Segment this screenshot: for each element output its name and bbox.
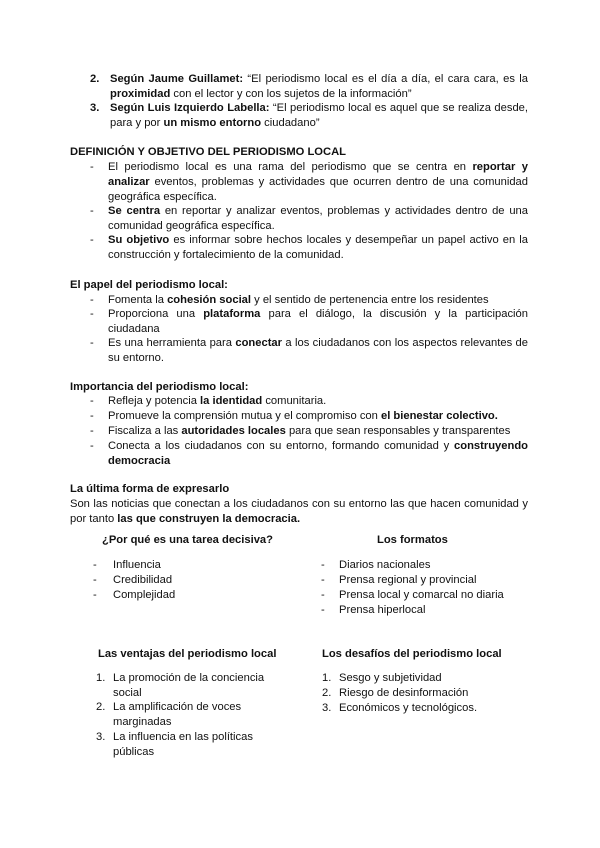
list-item: - Credibilidad [93,574,173,586]
ordered-item: 1. La promoción de la conciencia social [96,672,265,699]
list-item: - Prensa regional y provincial [321,574,477,586]
list-item: - Es una herramienta para conectar a los ciudadanos con los aspectos relevantes de su entorno. [90,337,529,364]
list-item: - Fomenta la cohesión social y el sentido de pertenencia entre los residentes [90,294,489,306]
list-item: - Promueve la comprensión mutua y el compromiso con el bienestar colectivo. [90,410,498,422]
quote-2: 2. Según Jaume Guillamet: “El periodismo local es el día a día, el cara cara, es la proximidad con el lector y con los sujetos de la información” [90,73,528,100]
section-heading-papel: El papel del periodismo local: [70,279,228,291]
section-heading-importancia: Importancia del periodismo local: [70,381,249,393]
ordered-item: 3. Económicos y tecnológicos. [322,702,478,714]
quote-author: Según Luis Izquierdo Labella: [110,102,270,114]
list-item: - Su objetivo es informar sobre hechos locales y desempeñar un papel activo en la construcción y fortalecimiento de la comunidad. [90,234,529,261]
list-item: - Complejidad [93,589,176,601]
list-item: - Se centra en reportar y analizar eventos, problemas y actividades dentro de una comunidad geográfica específica. [90,205,528,232]
list-item: - Influencia [93,559,161,571]
list-item: - Conecta a los ciudadanos con su entorno, formando comunidad y construyendo democracia [90,440,528,467]
column-heading-ventajas: Las ventajas del periodismo local [98,648,277,660]
section-heading-definicion: DEFINICIÓN Y OBJETIVO DEL PERIODISMO LOCAL [70,146,346,158]
section-heading-ultima: La última forma de expresarlo [70,483,230,495]
list-item: - Refleja y potencia la identidad comunitaria. [90,395,327,407]
ordered-item: 2. Riesgo de desinformación [322,687,469,699]
column-heading-desafios: Los desafíos del periodismo local [322,648,502,660]
ordered-item: 3. La influencia en las políticas públicas [96,731,253,758]
list-item: - Prensa local y comarcal no diaria [321,589,504,601]
list-item: - Prensa hiperlocal [321,604,426,616]
column-heading-formatos: Los formatos [377,534,448,546]
column-heading-decisiva: ¿Por qué es una tarea decisiva? [102,534,273,546]
list-item: - Diarios nacionales [321,559,431,571]
list-item: - Proporciona una plataforma para el diálogo, la discusión y la participación ciudadana [90,308,528,335]
quote-3: 3. Según Luis Izquierdo Labella: “El periodismo local es aquel que se realiza desde, para y por un mismo entorno ciudadano” [90,102,528,129]
ordered-item: 1. Sesgo y subjetividad [322,672,442,684]
list-item: - Fiscaliza a las autoridades locales para que sean responsables y transparentes [90,425,511,437]
paragraph-ultima: Son las noticias que conectan a los ciudadanos con su entorno las que hacen comunidad y por tanto las que construyen la democracia. [70,498,528,525]
list-item: - El periodismo local es una rama del periodismo que se centra en reportar y analizar eventos, problemas y actividades que ocurren dentro de una comunidad geográfica específica. [90,161,528,203]
quote-author: Según Jaume Guillamet: [110,73,244,85]
ordered-item: 2. La amplificación de voces marginadas [96,701,242,728]
